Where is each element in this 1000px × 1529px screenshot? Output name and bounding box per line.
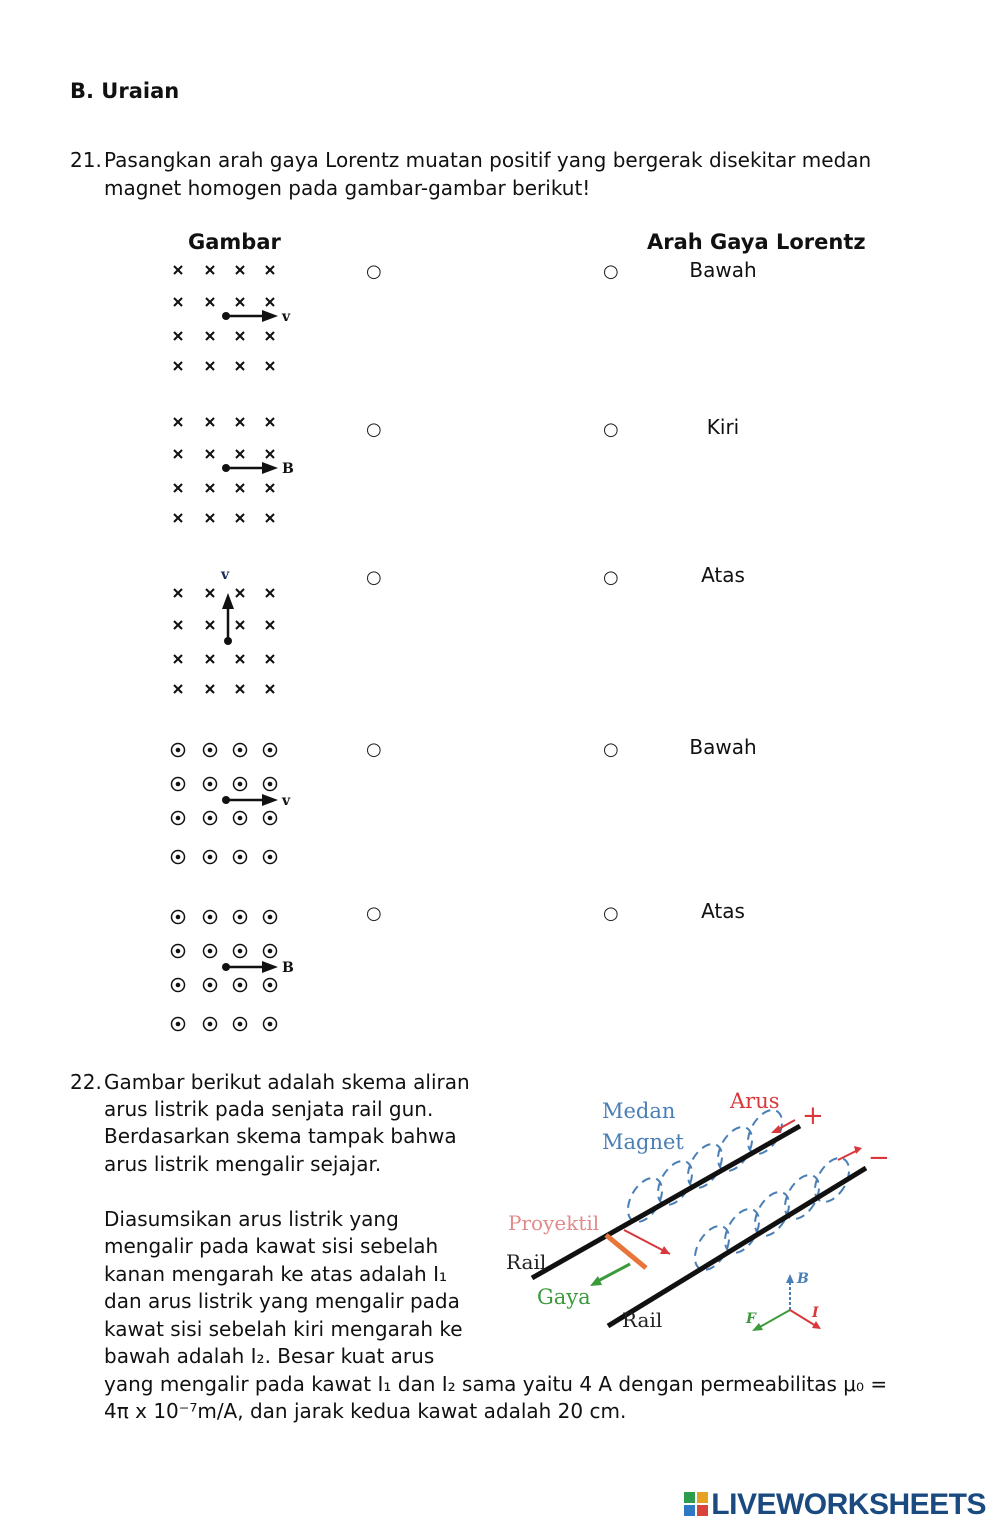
figure-1 — [160, 258, 310, 378]
field-cross-icon — [266, 655, 274, 663]
label-plus: + — [802, 1101, 824, 1131]
field-dot-icon — [204, 979, 217, 992]
field-cross-icon — [174, 332, 182, 340]
field-dot-icon — [264, 979, 277, 992]
field-cross-icon — [236, 589, 244, 597]
field-dot-icon — [234, 911, 247, 924]
q22-line-full2: 4π x 10⁻⁷m/A, dan jarak kedua kawat adalah 20 cm. — [104, 1399, 627, 1423]
field-cross-icon — [174, 266, 182, 274]
field-cross-icon — [236, 266, 244, 274]
q22-para1-line2: arus listrik pada senjata rail gun. — [104, 1097, 434, 1121]
q22-number: 22. — [70, 1070, 102, 1094]
vector-label: v — [282, 793, 291, 809]
field-cross-icon — [206, 685, 214, 693]
label-rail-top: Rail — [506, 1250, 547, 1274]
label-medan: Medan — [602, 1099, 676, 1123]
q22-para1-line4: arus listrik mengalir sejajar. — [104, 1152, 382, 1176]
label-arus: Arus — [730, 1089, 780, 1113]
field-cross-icon — [206, 514, 214, 522]
vector-arrow — [222, 310, 278, 322]
q22-para1-line1: Gambar berikut adalah skema aliran — [104, 1070, 470, 1094]
vector-label: B — [282, 960, 294, 976]
field-dot-icon — [172, 778, 185, 791]
match-dot-right-2[interactable]: ○ — [603, 419, 619, 440]
field-cross-icon — [206, 332, 214, 340]
field-cross-icon — [266, 514, 274, 522]
field-dot-icon — [204, 945, 217, 958]
axes-icon — [752, 1274, 821, 1331]
field-cross-icon — [266, 362, 274, 370]
field-dot-icon — [264, 911, 277, 924]
q22-para2-line1: Diasumsikan arus listrik yang — [104, 1207, 399, 1231]
field-cross-icon — [266, 450, 274, 458]
field-dot-icon — [264, 744, 277, 757]
q22-para1-line3: Berdasarkan skema tampak bahwa — [104, 1124, 457, 1148]
vector-arrow — [222, 794, 278, 806]
figure-3 — [160, 565, 310, 700]
field-cross-icon — [174, 298, 182, 306]
field-dot-icon — [264, 851, 277, 864]
field-dot-icon — [204, 1018, 217, 1031]
figure-2 — [160, 410, 310, 530]
q22-para2-line3: kanan mengarah ke atas adalah I₁ — [104, 1262, 448, 1286]
field-dot-icon — [204, 911, 217, 924]
field-dot-icon — [172, 812, 185, 825]
q21-line1: Pasangkan arah gaya Lorentz muatan positif yang bergerak disekitar medan — [104, 148, 872, 172]
answer-1: Bawah — [689, 258, 757, 282]
field-cross-icon — [236, 514, 244, 522]
field-cross-icon — [266, 266, 274, 274]
field-dot-icon — [172, 945, 185, 958]
answer-5: Atas — [701, 899, 745, 923]
label-gaya: Gaya — [537, 1285, 591, 1309]
match-dot-right-5[interactable]: ○ — [603, 903, 619, 924]
field-cross-icon — [174, 514, 182, 522]
field-dot-icon — [264, 1018, 277, 1031]
field-cross-icon — [236, 298, 244, 306]
field-cross-icon — [236, 450, 244, 458]
q21-number: 21. — [70, 148, 102, 172]
field-dot-icon — [172, 979, 185, 992]
vector-label: v — [221, 567, 230, 583]
field-cross-icon — [174, 655, 182, 663]
match-dot-right-3[interactable]: ○ — [603, 567, 619, 588]
field-dot-icon — [172, 911, 185, 924]
match-dot-right-4[interactable]: ○ — [603, 739, 619, 760]
field-cross-icon — [236, 362, 244, 370]
railgun-diagram — [500, 1080, 900, 1345]
field-cross-icon — [206, 362, 214, 370]
field-cross-icon — [206, 621, 214, 629]
field-cross-icon — [266, 685, 274, 693]
field-cross-icon — [174, 685, 182, 693]
field-cross-icon — [206, 418, 214, 426]
q21-line2: magnet homogen pada gambar-gambar berikut! — [104, 176, 591, 200]
q22-para2-line2: mengalir pada kawat sisi sebelah — [104, 1234, 439, 1258]
field-cross-icon — [266, 621, 274, 629]
field-cross-icon — [236, 685, 244, 693]
q22-line-full1: yang mengalir pada kawat I₁ dan I₂ sama yaitu 4 A dengan permeabilitas μ₀ = — [104, 1372, 888, 1396]
match-dot-left-2[interactable]: ○ — [366, 419, 382, 440]
col-header-arah: Arah Gaya Lorentz — [647, 230, 866, 254]
liveworksheets-logo — [683, 1488, 986, 1522]
match-dot-left-4[interactable]: ○ — [366, 739, 382, 760]
vector-label: v — [282, 309, 291, 325]
field-dot-icon — [172, 1018, 185, 1031]
vector-arrow — [222, 961, 278, 973]
field-dot-icon — [204, 851, 217, 864]
answer-4: Bawah — [689, 735, 757, 759]
field-cross-icon — [174, 418, 182, 426]
vector-arrow — [222, 462, 278, 474]
arus-arrow-bottom — [838, 1150, 858, 1160]
label-rail-bottom: Rail — [622, 1308, 663, 1332]
rail-bottom-line — [608, 1168, 866, 1326]
field-cross-icon — [236, 655, 244, 663]
field-dot-icon — [234, 812, 247, 825]
q22-para2-line4: dan arus listrik yang mengalir pada — [104, 1289, 460, 1313]
field-dot-icon — [234, 851, 247, 864]
field-dot-icon — [172, 744, 185, 757]
section-title: B. Uraian — [70, 79, 180, 103]
field-dot-icon — [264, 812, 277, 825]
field-dot-icon — [234, 778, 247, 791]
label-axis-i: I — [812, 1305, 819, 1321]
field-cross-icon — [236, 332, 244, 340]
field-dot-icon — [234, 979, 247, 992]
field-cross-icon — [266, 589, 274, 597]
field-cross-icon — [236, 621, 244, 629]
field-cross-icon — [174, 484, 182, 492]
field-cross-icon — [174, 362, 182, 370]
liveworksheets-icon — [683, 1491, 709, 1517]
field-cross-icon — [174, 589, 182, 597]
field-cross-icon — [266, 484, 274, 492]
label-axis-f: F — [746, 1311, 756, 1327]
label-axis-b: B — [797, 1271, 809, 1287]
figure-5 — [160, 902, 310, 1037]
field-cross-icon — [266, 298, 274, 306]
field-dot-icon — [204, 778, 217, 791]
label-minus: − — [868, 1143, 890, 1173]
field-cross-icon — [206, 655, 214, 663]
vector-arrow — [222, 593, 234, 645]
col-header-gambar: Gambar — [188, 230, 281, 254]
match-dot-left-3[interactable]: ○ — [366, 567, 382, 588]
field-dot-icon — [264, 778, 277, 791]
field-dot-icon — [172, 851, 185, 864]
force-arrow — [596, 1264, 630, 1282]
field-dot-icon — [204, 744, 217, 757]
match-dot-left-1[interactable]: ○ — [366, 261, 382, 282]
field-dot-icon — [204, 812, 217, 825]
field-cross-icon — [174, 450, 182, 458]
field-dot-icon — [234, 945, 247, 958]
field-dot-icon — [234, 744, 247, 757]
match-dot-right-1[interactable]: ○ — [603, 261, 619, 282]
vector-label: B — [282, 461, 294, 477]
field-cross-icon — [266, 418, 274, 426]
field-dot-icon — [234, 1018, 247, 1031]
label-magnet: Magnet — [602, 1130, 684, 1154]
brand-text: LIVEWORKSHEETS — [711, 1488, 986, 1521]
field-cross-icon — [206, 450, 214, 458]
field-cross-icon — [206, 589, 214, 597]
field-cross-icon — [236, 418, 244, 426]
field-cross-icon — [236, 484, 244, 492]
field-cross-icon — [174, 621, 182, 629]
field-cross-icon — [266, 332, 274, 340]
answer-2: Kiri — [706, 415, 740, 439]
label-proyektil: Proyektil — [508, 1211, 600, 1235]
field-cross-icon — [206, 484, 214, 492]
field-cross-icon — [206, 266, 214, 274]
projectile — [606, 1235, 646, 1268]
field-cross-icon — [206, 298, 214, 306]
q22-para2-line6: bawah adalah I₂. Besar kuat arus — [104, 1344, 435, 1368]
figure-4 — [160, 735, 310, 870]
q22-para2-line5: kawat sisi sebelah kiri mengarah ke — [104, 1317, 463, 1341]
match-dot-left-5[interactable]: ○ — [366, 903, 382, 924]
field-dot-icon — [264, 945, 277, 958]
answer-3: Atas — [701, 563, 745, 587]
